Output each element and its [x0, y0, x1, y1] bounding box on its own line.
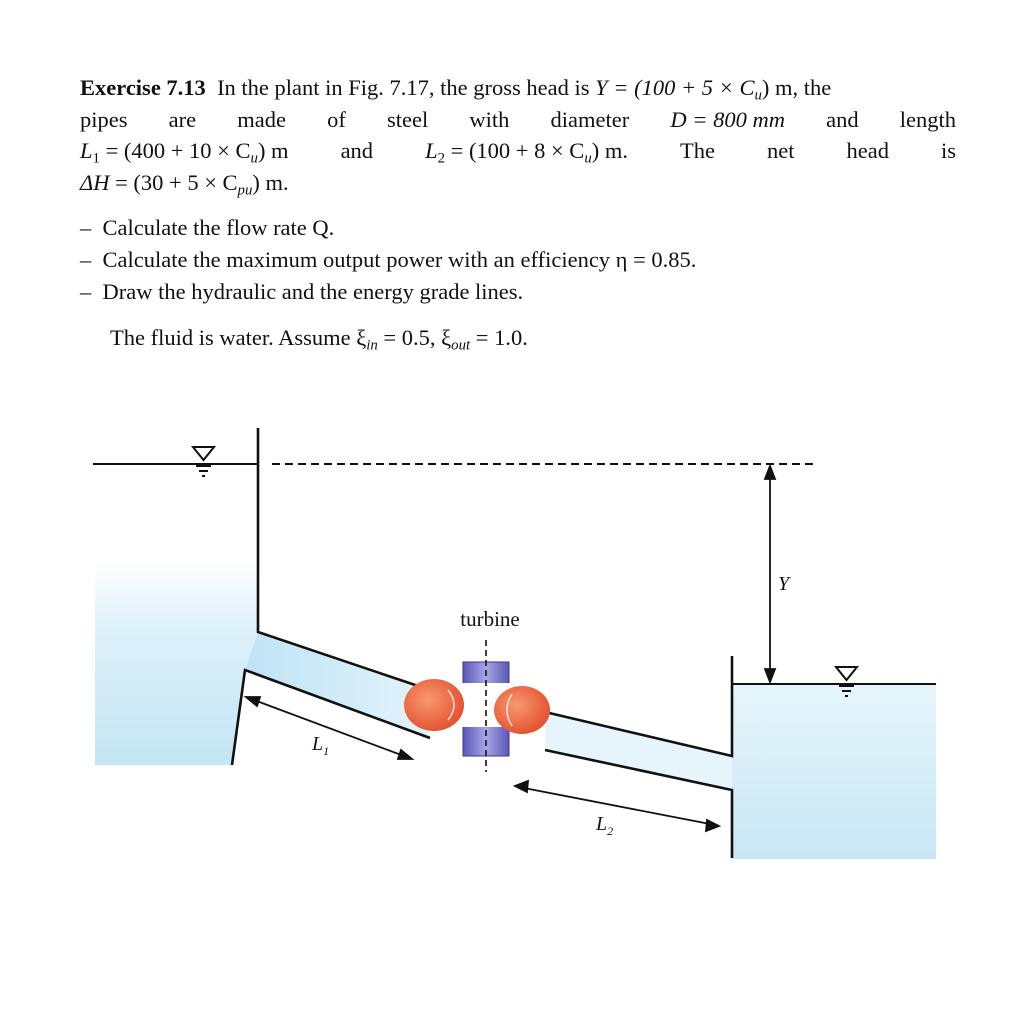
plant-walls	[232, 428, 732, 858]
turbine-left-housing	[404, 679, 464, 731]
l1-formula: $L_1 = (400 + 10 \times C_u)$ m	[80, 138, 289, 167]
task-item: – Calculate the flow rate Q.	[80, 215, 335, 240]
task-item: – Calculate the maximum output power with an efficiency η = 0.85.	[80, 247, 697, 272]
para-line-3: $L_1 = (400 + 10 \times C_u)$ m and $L_2 = (100 + 8 \times C_u)$ m. The net head is	[80, 135, 956, 167]
lower-reservoir-water	[732, 684, 936, 859]
draft-pipe-water	[545, 712, 732, 790]
turbine-label: turbine	[460, 607, 520, 631]
turbine	[404, 640, 550, 772]
gross-head: Y = (100 + 5 × C	[595, 75, 755, 100]
task-item: – Draw the hydraulic and the energy grade lines.	[80, 279, 524, 304]
l1-label: $L_1$	[312, 733, 330, 758]
l2-label: $L_2$	[596, 813, 614, 838]
para-line-2: pipes are made of steel with diameter D = 800 mm and length	[80, 104, 956, 136]
gross-head-dimension	[765, 466, 775, 682]
net-head-formula: $\Delta H = (30 + 5 \times C_{pu})$ m.	[80, 169, 289, 198]
l2-formula: $L_2 = (100 + 8 \times C_u)$ m.	[425, 138, 628, 167]
para-line-1: Exercise 7.13 In the plant in Fig. 7.17, the gross head is $Y = (100 + 5 \times C_u)$ m, the	[80, 75, 832, 104]
intro-text: In the plant in Fig. 7.17, the gross head is	[217, 75, 590, 100]
upper-reservoir-water	[95, 560, 258, 765]
gross-head-label: Y	[778, 573, 790, 595]
diameter-value: D = 800 mm	[670, 106, 785, 132]
turbine-right-housing	[494, 686, 550, 734]
assumption-line: The fluid is water. Assume $\xi_{in} = 0.5$, $\xi_{out} = 1.0$.	[110, 325, 528, 354]
upper-water-level-symbol	[193, 447, 214, 476]
l2-dimension	[515, 781, 719, 831]
exercise-label: Exercise 7.13	[80, 75, 206, 100]
penstock-water	[245, 632, 430, 738]
